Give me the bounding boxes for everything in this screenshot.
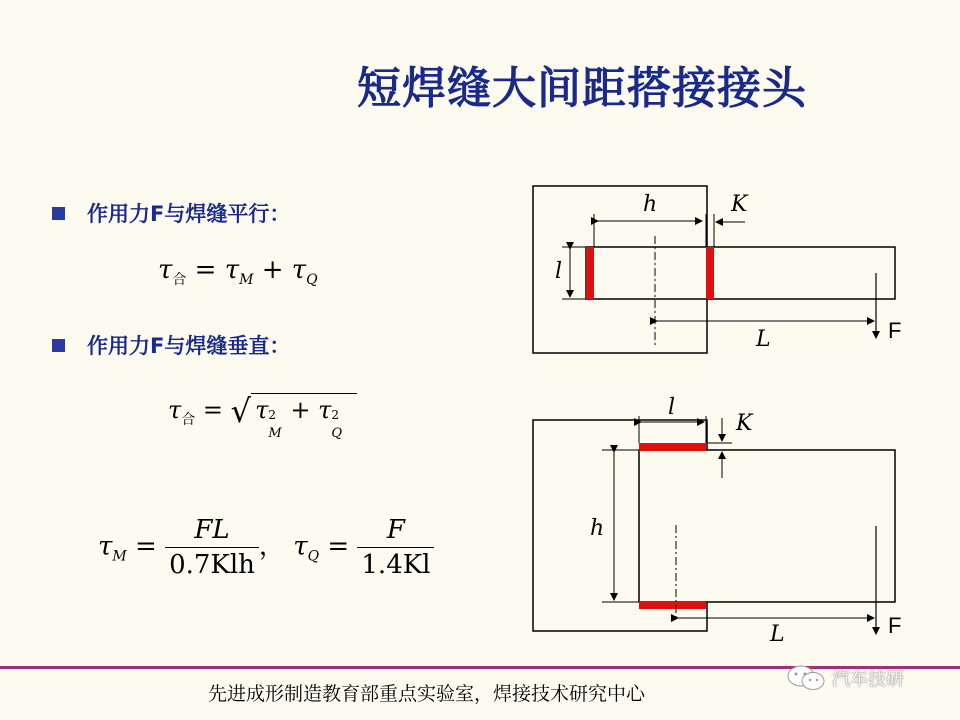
fig1-label-k: K [731,192,748,217]
page-title: 短焊缝大间距搭接接头 [357,63,807,114]
watermark-text: 汽车技研 [832,669,904,690]
fig1-label-h: h [643,192,658,217]
sqrt-radicand: τ 2 M + τ 2 Q [251,393,357,424]
weld-right [706,247,714,299]
equation-stresses: $\tau_M$ = $\frac{FL}{\text{0.7Klh}}$ ， $\tau_Q$ = $\frac{F}{1.4Kl}$ [98,515,434,580]
figure-perpendicular [533,416,895,634]
fig1-label-L: L [756,327,771,352]
fig2-label-k: K [736,411,753,436]
bullet-parallel-text: 作用力F与焊缝平行： [87,202,291,226]
weld-left [586,247,594,299]
weld-top [639,443,706,451]
bullet-perpendicular-text: 作用力F与焊缝垂直： [87,334,291,358]
fig2-label-h: h [590,516,605,541]
equation-perpendicular: $\tau_合$ = √ τ 2 M + τ 2 Q [168,392,357,430]
fig2-label-F: F [888,613,902,638]
watermark [786,664,904,692]
equation-parallel: $\tau_合 = \tau_M + \tau_Q$ [158,255,318,288]
fraction-tau-q: $\frac{F}{1.4Kl}$ [357,515,434,580]
footer-text: 先进成形制造教育部重点实验室，焊接技术研究中心 [208,683,646,705]
wechat-icon [786,664,826,692]
fig1-label-F: F [888,318,902,343]
fraction-tau-m: $\frac{FL}{\text{0.7Klh}}$ [165,515,259,580]
fig2-label-L: L [770,622,785,647]
figure-parallel [533,186,895,353]
fig1-label-l: l [555,259,563,284]
weld-bottom [639,601,706,609]
lap-plate [586,247,895,299]
fig2-label-l: l [668,395,676,420]
sqrt-icon: √ [230,392,252,430]
lap-plate [639,450,895,602]
